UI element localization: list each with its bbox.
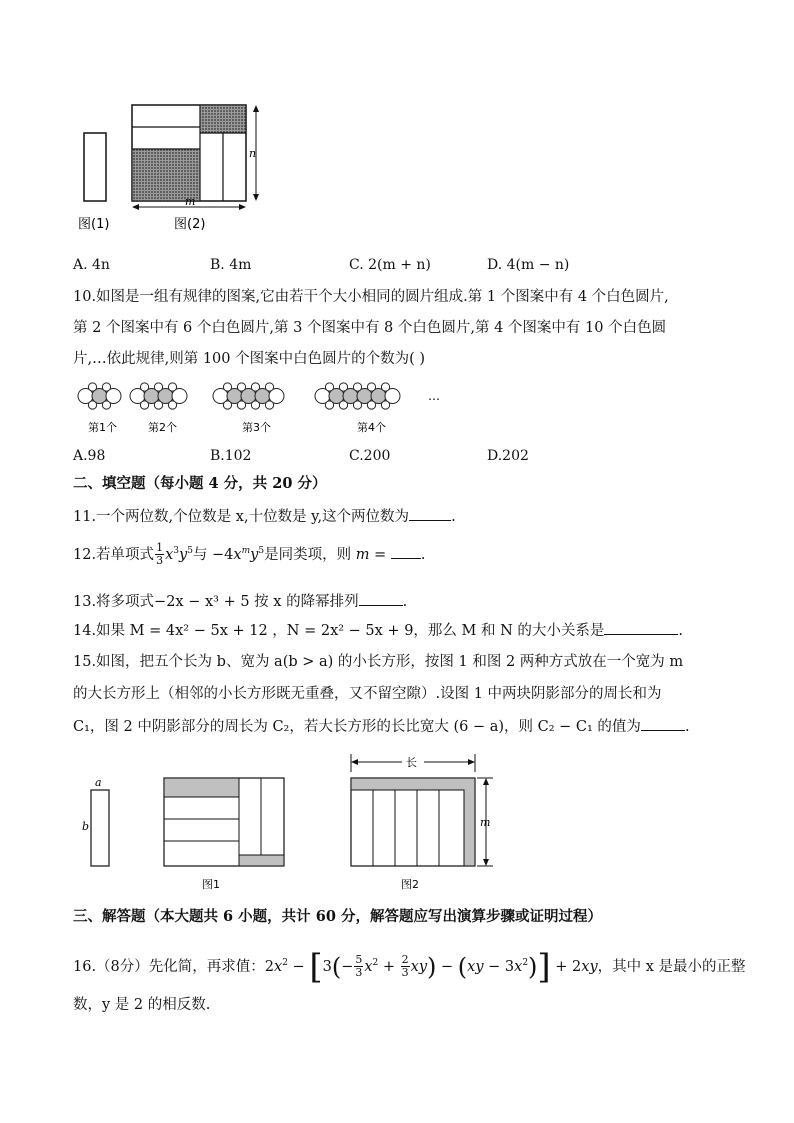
white-circle (154, 383, 162, 391)
white-circle (88, 383, 96, 391)
white-circle (88, 401, 96, 409)
white-circle (339, 383, 347, 391)
fig9-dim-n: n (249, 147, 257, 160)
white-circle (140, 383, 148, 391)
q9-figure (70, 95, 280, 240)
q16-line1: 16.（8分）先化简，再求值：$2x^2 - [3(-$ $\frac{5}{3}$ $x^2$ + $\frac{2}{3}$ $xy) - (xy - 3x^2)] + 2xy$，其中 x 是最小的正整 (73, 946, 746, 987)
white-circle (367, 383, 375, 391)
fig9-label1: 图(1) (78, 217, 110, 232)
white-circle (353, 401, 361, 409)
q9-option-b: B. 4m (210, 257, 252, 273)
white-circle (102, 401, 110, 409)
fig15-small-rect (91, 790, 109, 866)
q10-option-a: A.98 (73, 448, 106, 464)
q9-option-c: C. 2(m + n) (349, 257, 431, 273)
q10-label-2: 第2个 (148, 421, 177, 434)
q10-option-c: C.200 (349, 448, 391, 464)
fig15-fig1-shade-top (164, 778, 239, 797)
white-circle (339, 401, 347, 409)
q10-label-3: 第3个 (242, 421, 271, 434)
q15-line1: 15.如图，把五个长为 b、宽为 a(b > a) 的小长方形，按图 1 和图 2 两种方式放在一个宽为 m (73, 654, 684, 670)
white-circle (102, 383, 110, 391)
white-circle (237, 383, 245, 391)
white-circle (265, 383, 273, 391)
white-circle (223, 383, 231, 391)
q15-line3: C₁，图 2 中阴影部分的周长为 C₂，若大长方形的长比宽大 (6 − a)，则 C₂ − C₁ 的值为 . (73, 716, 690, 737)
white-circle (140, 401, 148, 409)
white-circle (381, 401, 389, 409)
q10-option-b: B.102 (210, 448, 252, 464)
section-3-heading: 三、解答题（本大题共 6 小题，共计 60 分，解答题应写出演算步骤或证明过程） (73, 908, 602, 925)
q10-line1: 10.如图是一组有规律的图案,它由若干个大小相同的圆片组成.第 1 个图案中有 4 个白色圆片, (73, 289, 669, 305)
fig15-label1: 图1 (202, 878, 220, 891)
white-circle (265, 401, 273, 409)
white-circle (367, 401, 375, 409)
fig15-label-chang: 长 (406, 756, 417, 769)
section-2-heading: 二、填空题（每小题 4 分，共 20 分） (73, 475, 327, 492)
fig15-label2: 图2 (401, 878, 419, 891)
q9-option-d: D. 4(m − n) (487, 257, 570, 273)
q10-label-1: 第1个 (88, 421, 117, 434)
fig15-fig1-shade-bottom (239, 855, 284, 866)
q14: 14.如果 M = 4x² − 5x + 12 ，N = 2x² − 5x + 9，那么 M 和 N 的大小关系是 . (73, 620, 683, 641)
white-circle (168, 401, 176, 409)
fig9-dim-m: m (185, 195, 196, 208)
q16-line2: 数，y 是 2 的相反数. (73, 997, 211, 1013)
white-circle (353, 383, 361, 391)
fig15-label-m: m (480, 816, 491, 829)
white-circle (325, 383, 333, 391)
white-circle (154, 401, 162, 409)
white-circle (325, 401, 333, 409)
q10-label-4: 第4个 (357, 421, 386, 434)
q11: 11.一个两位数,个位数是 x,十位数是 y,这个两位数为 . (73, 506, 456, 527)
fig15-label-b: b (82, 820, 90, 833)
q13: 13.将多项式−2x − x³ + 5 按 x 的降幂排列 . (73, 591, 407, 612)
fig9-small-rect (84, 133, 106, 201)
white-circle (223, 401, 231, 409)
white-circle (237, 401, 245, 409)
fig15-label-a: a (95, 776, 102, 789)
white-circle (381, 383, 389, 391)
fig9-shade-topright (200, 105, 246, 133)
fig9-label2: 图(2) (174, 217, 206, 232)
q15-figure (75, 748, 515, 894)
q10-circle-patterns (70, 376, 450, 438)
white-circle (251, 383, 259, 391)
fig9-shade-left (132, 149, 200, 201)
q15-line2: 的大长方形上（相邻的小长方形既无重叠，又不留空隙）.设图 1 中两块阴影部分的周长和为 (73, 686, 662, 702)
q10-ellipsis: … (428, 389, 440, 403)
q12: 12.若单项式 $\frac{1}{3}$ $x^3y^5$与 $-4x^my^5$是同类项，则 m = . (73, 541, 426, 568)
q10-option-d: D.202 (487, 448, 529, 464)
white-circle (168, 383, 176, 391)
q10-line3: 片,…依此规律,则第 100 个图案中白色圆片的个数为( ) (73, 351, 426, 367)
q10-line2: 第 2 个图案中有 6 个白色圆片,第 3 个图案中有 8 个白色圆片,第 4 个图案中有 10 个白色圆 (73, 320, 667, 336)
q9-option-a: A. 4n (73, 257, 110, 273)
fig15-fig2-outer (351, 778, 475, 866)
white-circle (251, 401, 259, 409)
